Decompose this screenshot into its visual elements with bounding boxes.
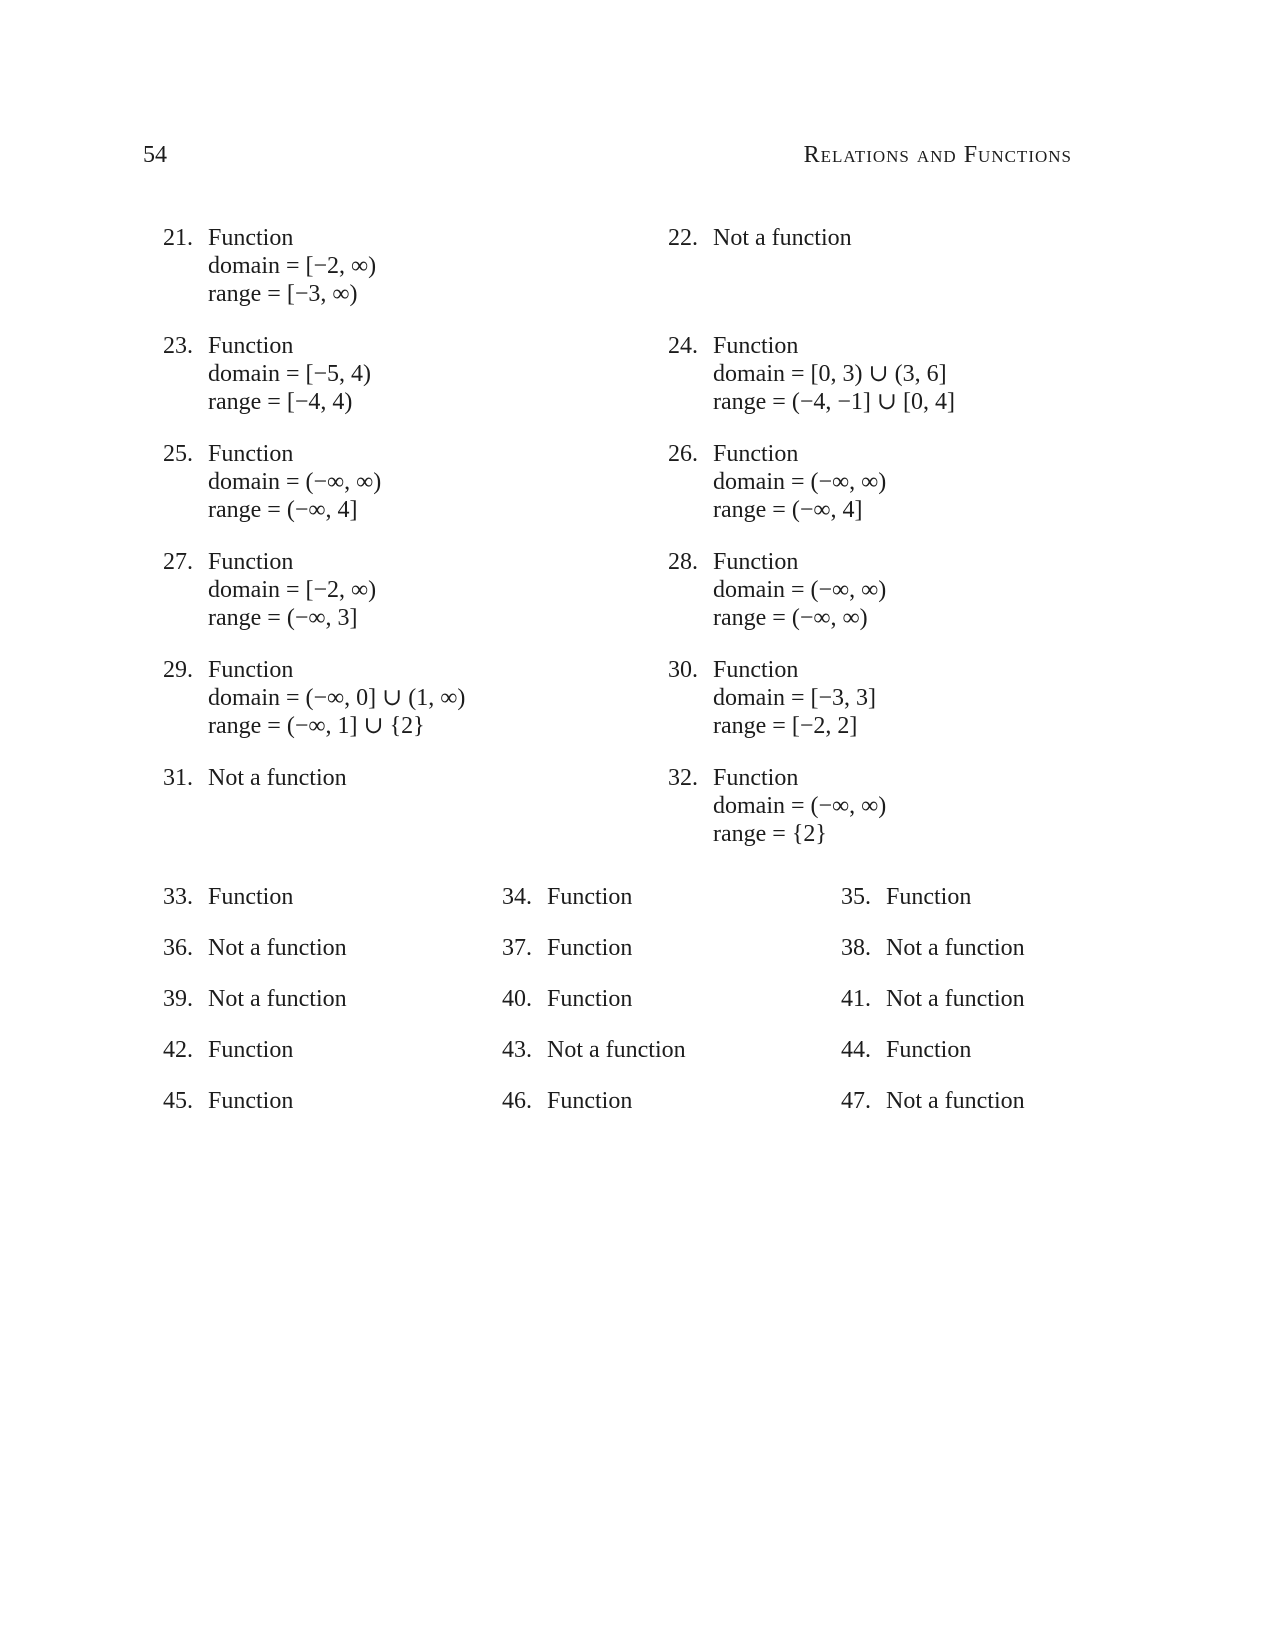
answer-classification: Not a function — [713, 225, 852, 251]
answer-item — [143, 548, 648, 632]
answer-number: 34. — [502, 884, 532, 910]
answer-classification: Not a function — [208, 765, 347, 791]
answer-classification: Not a function — [208, 935, 347, 961]
page-number: 54 — [143, 142, 167, 168]
answer-body — [886, 985, 1072, 1013]
answer-item — [821, 1036, 1072, 1064]
answer-classification: Function — [713, 441, 799, 467]
answer-classification: Function — [886, 884, 972, 910]
answer-detail-line: range = (−∞, ∞) — [713, 605, 868, 631]
answer-number: 42. — [163, 1037, 193, 1063]
answer-body — [713, 764, 1072, 848]
answer-classification: Function — [547, 884, 633, 910]
answer-detail-line: range = (−∞, 4] — [713, 497, 863, 523]
answer-item — [648, 764, 1072, 848]
answer-body — [886, 883, 1072, 911]
answer-detail-line: domain = (−∞, ∞) — [713, 793, 887, 819]
answer-item — [821, 934, 1072, 962]
answer-item — [482, 883, 821, 911]
answer-number: 36. — [163, 935, 193, 961]
answer-detail-line: range = (−4, −1] ∪ [0, 4] — [713, 389, 955, 415]
answer-classification: Function — [208, 884, 294, 910]
answer-body — [886, 1036, 1072, 1064]
answer-body — [208, 332, 648, 416]
answer-body — [886, 1087, 1072, 1115]
answer-body — [208, 764, 648, 848]
answer-item — [143, 934, 482, 962]
answer-number: 40. — [502, 986, 532, 1012]
answer-detail-line: domain = (−∞, 0] ∪ (1, ∞) — [208, 685, 466, 711]
running-head: Relations and Functions — [803, 142, 1072, 168]
answer-detail-line: domain = [−5, 4) — [208, 361, 372, 387]
answer-number: 35. — [841, 884, 871, 910]
answer-number: 44. — [841, 1037, 871, 1063]
answer-item — [821, 883, 1072, 911]
answer-body — [208, 1036, 482, 1064]
answer-classification: Not a function — [886, 986, 1025, 1012]
answer-number: 38. — [841, 935, 871, 961]
answer-number: 24. — [668, 333, 698, 359]
answer-detail-line: range = (−∞, 4] — [208, 497, 358, 523]
answer-classification: Not a function — [208, 986, 347, 1012]
answer-detail-line: domain = (−∞, ∞) — [713, 469, 887, 495]
answer-item — [143, 440, 648, 524]
answer-body — [208, 985, 482, 1013]
answer-classification: Function — [713, 333, 799, 359]
answer-number: 46. — [502, 1088, 532, 1114]
answer-body — [547, 934, 821, 962]
answer-body — [208, 656, 648, 740]
answer-item — [143, 883, 482, 911]
answer-body — [547, 985, 821, 1013]
answer-classification: Function — [713, 657, 799, 683]
answer-number: 47. — [841, 1088, 871, 1114]
answer-item — [482, 1087, 821, 1115]
answer-detail-line: domain = (−∞, ∞) — [713, 577, 887, 603]
answer-item — [482, 1036, 821, 1064]
answer-detail-line: domain = [−2, ∞) — [208, 253, 377, 279]
answer-number: 29. — [163, 657, 193, 683]
answers-section-21-32 — [143, 224, 1072, 848]
answer-body — [547, 1087, 821, 1115]
answer-detail-line: range = (−∞, 1] ∪ {2} — [208, 713, 425, 739]
answer-detail-line: domain = [0, 3) ∪ (3, 6] — [713, 361, 947, 387]
answer-classification: Function — [547, 935, 633, 961]
answer-classification: Function — [208, 549, 294, 575]
answer-classification: Not a function — [886, 935, 1025, 961]
answer-number: 33. — [163, 884, 193, 910]
answer-body — [208, 224, 648, 308]
answer-classification: Function — [713, 549, 799, 575]
answer-number: 25. — [163, 441, 193, 467]
answer-classification: Function — [208, 1037, 294, 1063]
answer-item — [821, 985, 1072, 1013]
answer-classification: Function — [547, 986, 633, 1012]
answer-classification: Function — [208, 1088, 294, 1114]
answer-number: 43. — [502, 1037, 532, 1063]
answer-detail-line: domain = [−3, 3] — [713, 685, 877, 711]
answer-item — [482, 985, 821, 1013]
answer-item — [648, 224, 1072, 308]
answer-classification: Function — [886, 1037, 972, 1063]
answer-body — [208, 548, 648, 632]
answer-body — [547, 883, 821, 911]
answer-item — [648, 656, 1072, 740]
answer-classification: Function — [713, 765, 799, 791]
answer-item — [482, 934, 821, 962]
answer-item — [648, 548, 1072, 632]
answer-body — [713, 332, 1072, 416]
answer-classification: Not a function — [886, 1088, 1025, 1114]
answer-number: 37. — [502, 935, 532, 961]
answer-number: 45. — [163, 1088, 193, 1114]
answer-body — [208, 1087, 482, 1115]
answer-body — [713, 656, 1072, 740]
answer-number: 30. — [668, 657, 698, 683]
answer-number: 26. — [668, 441, 698, 467]
answer-classification: Function — [208, 441, 294, 467]
answer-body — [208, 934, 482, 962]
answer-detail-line: range = [−4, 4) — [208, 389, 353, 415]
answer-detail-line: domain = (−∞, ∞) — [208, 469, 382, 495]
answer-classification: Not a function — [547, 1037, 686, 1063]
answer-item — [143, 656, 648, 740]
answer-item — [143, 332, 648, 416]
answer-body — [713, 224, 1072, 308]
answer-detail-line: range = [−2, 2] — [713, 713, 858, 739]
answer-classification: Function — [208, 225, 294, 251]
answer-item — [648, 440, 1072, 524]
answer-number: 21. — [163, 225, 193, 251]
answer-item — [143, 224, 648, 308]
answer-body — [208, 440, 648, 524]
answer-item — [648, 332, 1072, 416]
answers-section-33-47 — [143, 883, 1072, 1115]
answer-body — [547, 1036, 821, 1064]
answer-item — [143, 985, 482, 1013]
answer-number: 41. — [841, 986, 871, 1012]
answer-number: 32. — [668, 765, 698, 791]
answer-number: 28. — [668, 549, 698, 575]
answer-number: 31. — [163, 765, 193, 791]
answer-body — [713, 440, 1072, 524]
answer-detail-line: range = (−∞, 3] — [208, 605, 358, 631]
answer-detail-line: range = [−3, ∞) — [208, 281, 358, 307]
answer-detail-line: domain = [−2, ∞) — [208, 577, 377, 603]
answer-body — [208, 883, 482, 911]
page-content — [0, 142, 1275, 1115]
answer-item — [143, 764, 648, 848]
answer-classification: Function — [208, 657, 294, 683]
answer-number: 22. — [668, 225, 698, 251]
answer-item — [143, 1036, 482, 1064]
answer-body — [713, 548, 1072, 632]
answer-body — [886, 934, 1072, 962]
answer-number: 39. — [163, 986, 193, 1012]
answer-classification: Function — [208, 333, 294, 359]
answer-item — [821, 1087, 1072, 1115]
answer-number: 27. — [163, 549, 193, 575]
page-header — [143, 142, 1072, 168]
answer-classification: Function — [547, 1088, 633, 1114]
answer-number: 23. — [163, 333, 193, 359]
answer-item — [143, 1087, 482, 1115]
answer-detail-line: range = {2} — [713, 821, 827, 847]
